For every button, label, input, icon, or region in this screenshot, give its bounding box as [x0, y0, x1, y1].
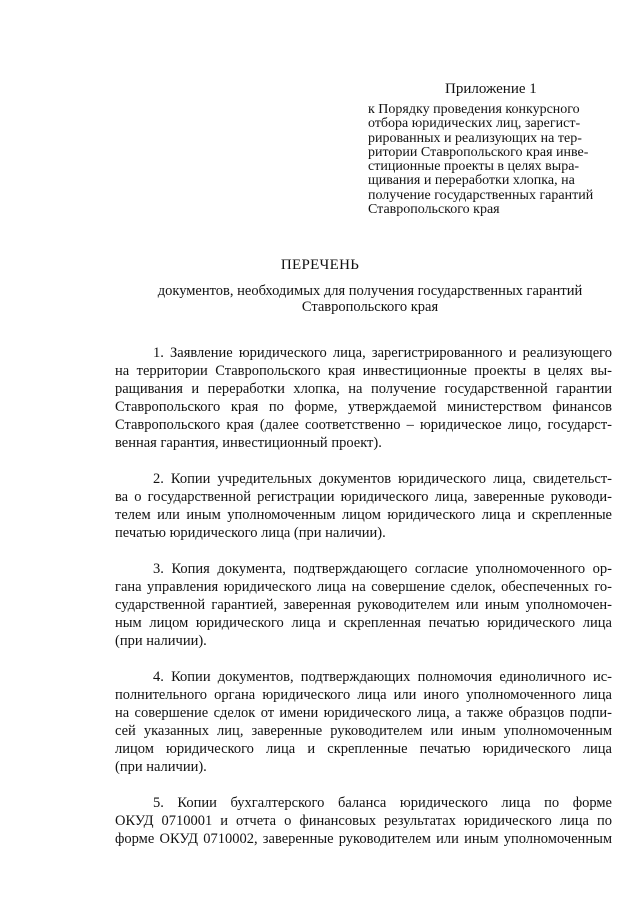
- paragraph-line: печатью юридического лица (при наличии).: [115, 525, 386, 541]
- appendix-reference-line: ритории Ставропольского края инве-: [368, 144, 589, 160]
- document-subtitle: [100, 283, 640, 315]
- paragraph-line: (при наличии).: [115, 759, 207, 775]
- paragraph-line: ным лицом юридического лица и скрепленная печатью юридического лица: [115, 615, 612, 631]
- subtitle-line: документов, необходимых для получения государственных гарантий: [157, 283, 583, 299]
- paragraph-line: 1. Заявление юридического лица, зарегистрированного и реализующего: [153, 345, 612, 361]
- appendix-reference-line: щивания и переработки хлопка, на: [368, 173, 575, 189]
- paragraph-line: на совершение сделок от имени юридического лица, а также образцов подпи-: [115, 705, 612, 721]
- paragraph-line: венная гарантия, инвестиционный проект).: [115, 435, 382, 451]
- paragraph-line: сей указанных лиц, заверенные руководителем или иным уполномоченным: [115, 723, 612, 739]
- paragraph-line: (при наличии).: [115, 633, 207, 649]
- appendix-reference-line: получение государственных гарантий: [368, 187, 594, 203]
- paragraph-4: [115, 668, 612, 776]
- paragraph-line: 5. Копии бухгалтерского баланса юридического лица по форме: [153, 795, 612, 811]
- paragraph-line: 3. Копия документа, подтверждающего согласие уполномоченного ор-: [153, 561, 612, 577]
- appendix-reference-line: Ставропольского края: [368, 202, 500, 218]
- paragraph-line: форме ОКУД 0710002, заверенные руководителем или иным уполномоченным: [115, 831, 612, 847]
- appendix-reference-line: стиционные проекты в целях выра-: [368, 159, 580, 175]
- paragraph-line: телем или иным уполномоченным лицом юридического лица и скрепленные: [115, 507, 612, 523]
- subtitle-line: Ставропольского края: [301, 299, 439, 315]
- paragraph-line: сударственной гарантией, заверенная руководителем или иным уполномочен-: [115, 597, 612, 613]
- paragraph-2: [115, 470, 612, 542]
- appendix-reference-line: отбора юридических лиц, зарегист-: [368, 116, 581, 132]
- paragraph-line: Ставропольского края (далее соответственно – юридическое лицо, государст-: [115, 417, 612, 433]
- paragraph-line: лицом юридического лица и скрепленные печатью юридического лица: [115, 741, 612, 757]
- appendix-label: Приложение 1: [445, 81, 537, 97]
- paragraph-line: 4. Копии документов, подтверждающих полномочия единоличного ис-: [153, 669, 612, 685]
- paragraph-1: [115, 344, 612, 452]
- paragraph-line: полнительного органа юридического лица или иного уполномоченного лица: [115, 687, 612, 703]
- paragraph-5: [115, 794, 612, 848]
- appendix-reference-line: рированных и реализующих на тер-: [368, 130, 582, 146]
- appendix-reference-line: к Порядку проведения конкурсного: [368, 102, 580, 117]
- appendix-reference: [368, 103, 613, 217]
- paragraph-line: 2. Копии учредительных документов юридического лица, свидетельст-: [153, 471, 612, 487]
- paragraph-line: ва о государственной регистрации юридического лица, заверенные руководи-: [115, 489, 612, 505]
- paragraph-line: Ставропольского края по форме, утверждаемой министерством финансов: [115, 399, 612, 415]
- paragraph-line: на территории Ставропольского края инвестиционные проекты в целях вы-: [115, 363, 612, 379]
- paragraph-line: гана управления юридического лица на совершение сделок, обеспеченных го-: [115, 579, 612, 595]
- paragraph-line: ОКУД 0710001 и отчета о финансовых результатах юридического лица по: [115, 813, 612, 829]
- document-body: [115, 344, 612, 848]
- paragraph-line: ращивания и переработки хлопка, на получение государственной гарантии: [115, 381, 612, 397]
- paragraph-3: [115, 560, 612, 650]
- document-title: ПЕРЕЧЕНЬ: [280, 257, 360, 273]
